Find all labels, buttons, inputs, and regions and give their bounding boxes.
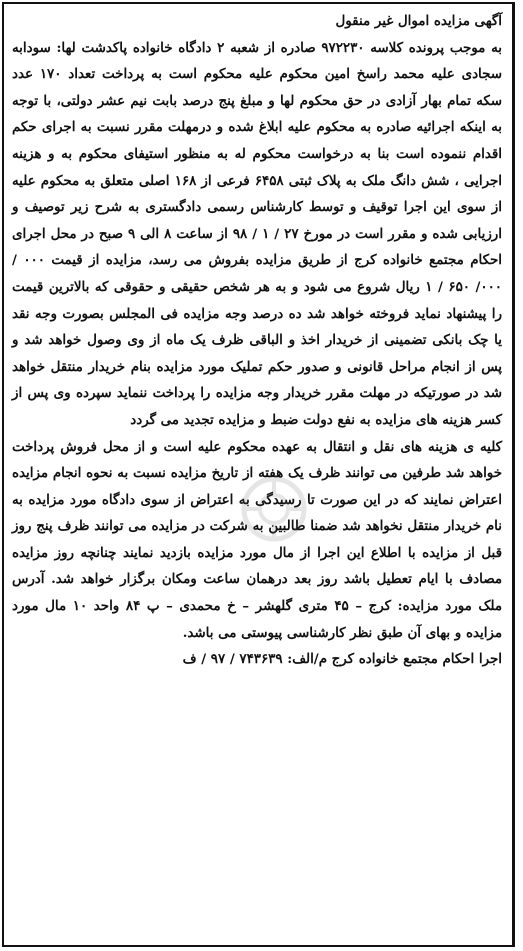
notice-paragraph-2: کلیه ی هزینه های نقل و انتقال به عهده محکوم علیه است و از محل فروش پرداخت خواهد شد طرفین می توانند ظرف یک هفته از تاریخ مزایده نسبت به نحوه انجام مزایده اعتراض نمایند که در این صورت تا رسیدگی به اعتراض از سوی دادگاه مورد مزایده به نام خریدار منتقل نخواهد شد ضمنا طالبین به شرکت در مزایده می توانند ظرف پنج روز قبل از مزایده با اطلاع این اجرا از مال مورد مزایده بازدید نمایند چنانچه روز مزایده مصادف با ایام تعطیل باشد روز بعد درهمان ساعت ومکان برگزار خواهد شد. آدرس ملک مورد مزایده: کرج – ۴۵ متری گلهشر – خ محمدی – پ ۸۴ واحد ۱۰ مال مورد مزایده و بهای آن طبق نظر کارشناسی پیوستی می باشد. (12, 438, 502, 641)
notice-body (4, 4, 512, 673)
notice-frame (2, 2, 515, 947)
notice-title: آگهی مزایده اموال غیر منقول (335, 13, 502, 29)
notice-paragraph-1: به موجب پرونده کلاسه ۹۷۲۲۳۰ صادره از شعبه ۲ دادگاه خانواده پاکدشت لها: سودابه سجادی علیه محمد راسخ امین محکوم علیه محکوم است به پرداخت تعداد ۱۷۰ عدد سکه تمام بهار آزادی در حق محکوم لها و مبلغ پنج درصد بابت نیم عشر دولتی، با توجه به اینکه اجرائیه صادره به محکوم علیه ابلاغ شده و درمهلت مقرر نسبت به اجرای حکم اقدام ننموده است بنا به درخواست محکوم له به منظور استیفای محکوم به و هزینه اجرایی ، شش دانگ ملک به پلاک ثبتی ۶۴۵۸ فرعی از ۱۶۸ اصلی متعلق به محکوم علیه از سوی این اجرا توقیف و توسط کارشناس رسمی دادگستری به شرح زیر توصیف و ارزیابی شده و مقرر است در مورخ ۲۷ / ۱ / ۹۸ از ساعت ۸ الی ۹ صبح در محل اجرای احکام مجتمع خانواده کرج از طریق مزایده بفروش می رسد، مزایده از قیمت ۰۰۰ / ۰۰۰/ ۶۵۰ / ۱ ریال شروع می شود و به هر شخص حقیقی و حقوقی که بالاترین قیمت را پیشنهاد نماید فروخته خواهد شد ده درصد وجه مزایده فی المجلس بصورت وجه نقد یا چک بانکی تضمینی از خریدار اخذ و الباقی ظرف یک ماه از وی وصول خواهد شد و پس از انجام مراحل قانونی و صدور حکم تملیک مورد مزایده بنام خریدار منتقل خواهد شد در صورتیکه در مهلت مقرر خریدار وجه مزایده را پرداخت ننماید سپرده وی پس از کسر هزینه های مزایده به نفع دولت ضبط و مزایده تجدید می گردد (12, 39, 502, 428)
notice-footer: اجرا احکام مجتمع خانواده کرج م/الف: ۷۴۳۶۳۹ / ۹۷ / ف (182, 651, 502, 668)
